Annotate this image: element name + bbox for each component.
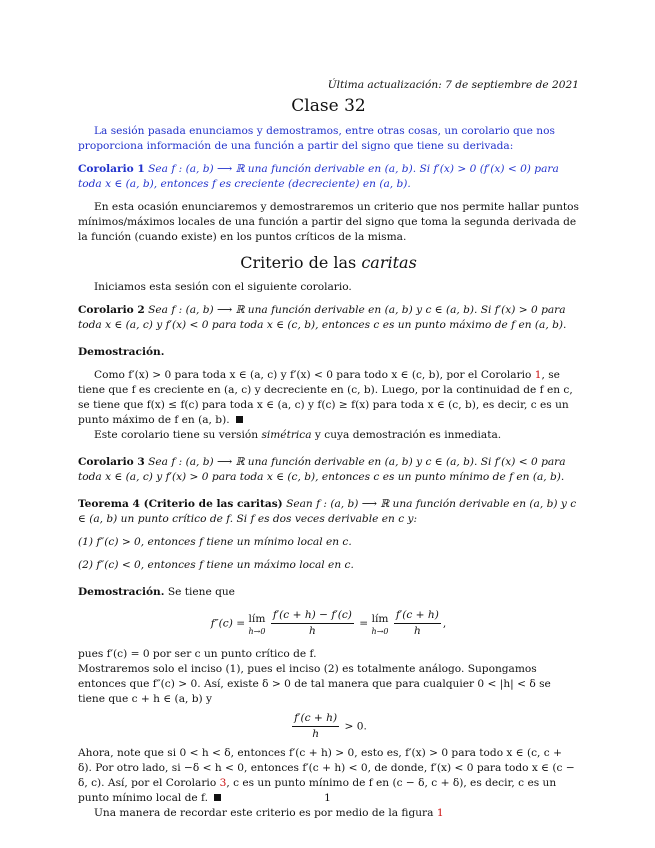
demo-1-after: , se tiene que f es creciente en (a, c) y decreciente en (c, b). Luego, por la continuidad de f en c, se tiene que f(x) ≤ f(c) para toda x ∈ (a, c) y f(c) ≥ f(x) para toda x ∈ (c, b), es decir, c es un punto máximo de f en (a, b). [78,369,573,426]
corolario-1-label: Corolario 1 [78,163,145,175]
corolario-3-label: Corolario 3 [78,456,145,468]
limit-1 [248,612,265,636]
fraction-2 [394,608,441,639]
demo-1-label: Demostración. [78,346,165,358]
after-equation: pues f′(c) = 0 por ser c un punto crítico de f. [78,648,317,660]
eq-lhs: f″(c) = [210,617,249,630]
demo-2-p3-after: , c es un punto mínimo de f en (c − δ, c + δ), es decir, c es un punto mínimo local de f. [78,777,557,804]
corolario-2-text: Sea f : (a, b) ⟶ ℝ una función derivable en (a, b) y c ∈ (a, b). Si f′(x) > 0 para toda x ∈ (a, c) y f′(x) < 0 para toda x ∈ (c, b), entonces c es un punto máximo de f en (a, b). [78,304,567,331]
last-paragraph-text: Una manera de recordar este criterio es por medio de la figura [94,807,437,819]
start-paragraph: Iniciamos esta sesión con el siguiente corolario. [94,281,352,293]
fraction-3-num: f′(c + h) [292,711,339,727]
page-title: Clase 32 [291,96,366,116]
fraction-3-den: h [312,728,320,740]
demo-2 [78,585,579,600]
demo-1-text [78,368,579,428]
teorema-4-item-1: (1) f″(c) > 0, entonces f tiene un mínimo local en c. [78,536,352,548]
corolario-1-text: Sea f : (a, b) ⟶ ℝ una función derivable en (a, b). Si f′(x) > 0 (f′(x) < 0) para toda x ∈ (a, b), entonces f es creciente (decreciente) en (a, b). [78,163,559,190]
inequality-tail: > 0. [341,720,367,733]
demo-2-label: Demostración. [78,586,165,598]
corolario-2 [78,303,579,333]
intro-paragraph: La sesión pasada enunciamos y demostramos, entre otras cosas, un corolario que nos proporciona información de una función a partir del signo que tiene su derivada: [78,125,555,152]
eq-end: , [442,617,447,630]
page-body [78,78,579,821]
demo-2-p3-before: Ahora, note que si 0 < h < δ, entonces f′(c + h) > 0, esto es, f′(x) > 0 para todo x ∈ (c, c + δ). Por otro lado, si −δ < h < 0, entonces f′(c + h) < 0, de donde, f′(x) < 0 para todo x ∈ (c − δ, c). Así, por el Corolario [78,747,575,789]
limit-2-word: lím [371,612,389,625]
demo-2-paragraph-2: Mostraremos solo el inciso (1), pues el inciso (2) es totalmente análogo. Supongamos entonces que f″(c) > 0. Así, existe δ > 0 de tal manera que para cualquier 0 < |h| < δ se tiene que c + h ∈ (a, b) y [78,663,551,705]
page-number: 1 [324,792,331,804]
teorema-4-text: Sean f : (a, b) ⟶ ℝ una función derivable en (a, b) y c ∈ (a, b) un punto crítico de f. Si f es dos veces derivable en c y: [78,498,577,525]
figure-1-link[interactable]: 1 [436,807,444,819]
limit-1-sub: h→0 [248,626,266,636]
symmetric-emph: simétrica [261,429,312,441]
teorema-4-label: Teorema 4 (Criterio de las caritas) [78,498,283,510]
fraction-1-num: f′(c + h) − f′(c) [271,608,354,624]
teorema-4-item-2: (2) f″(c) < 0, entonces f tiene un máximo local en c. [78,559,354,571]
corolario-2-label: Corolario 2 [78,304,145,316]
symmetric-after: y cuya demostración es inmediata. [311,429,502,441]
second-derivative-equation [78,608,579,639]
symmetric-paragraph [78,428,579,443]
corolario-3 [78,455,579,485]
limit-2 [372,612,389,636]
teorema-4 [78,497,579,527]
fraction-2-den: h [413,625,421,637]
corolario-1 [78,162,579,192]
fraction-2-num: f′(c + h) [394,608,441,624]
section-title-prefix: Criterio de las [240,253,362,272]
fraction-1 [271,608,354,639]
limit-1-word: lím [248,612,266,625]
fraction-1-den: h [308,625,316,637]
inequality [78,711,579,742]
section-title [78,255,579,270]
fraction-3 [292,711,339,742]
qed-icon [236,416,243,423]
corolario-3-text: Sea f : (a, b) ⟶ ℝ una función derivable en (a, b) y c ∈ (a, b). Si f′(x) < 0 para toda x ∈ (a, c) y f′(x) > 0 para toda x ∈ (c, b), entonces c es un punto mínimo de f en (a, b). [78,456,566,483]
demo-1-before: Como f′(x) > 0 para toda x ∈ (a, c) y f′(x) < 0 para todo x ∈ (c, b), por el Corolario [94,369,535,381]
last-paragraph [78,806,579,821]
eq-mid: = [359,617,372,630]
section-title-emph: caritas [361,253,417,272]
occasion-paragraph: En esta ocasión enunciaremos y demostraremos un criterio que nos permite hallar puntos mínimos/máximos locales de una función a partir del signo que toma la segunda derivada de la función (cuando existe) en los puntos críticos de la misma. [78,201,579,243]
limit-2-sub: h→0 [371,626,389,636]
last-update: Última actualización: 7 de septiembre de 2021 [327,79,579,91]
corolario-3-link[interactable]: 3 [219,777,227,789]
symmetric-before: Este corolario tiene su versión [94,429,262,441]
demo-2-intro: Se tiene que [167,586,235,598]
corolario-1-link[interactable]: 1 [534,369,542,381]
